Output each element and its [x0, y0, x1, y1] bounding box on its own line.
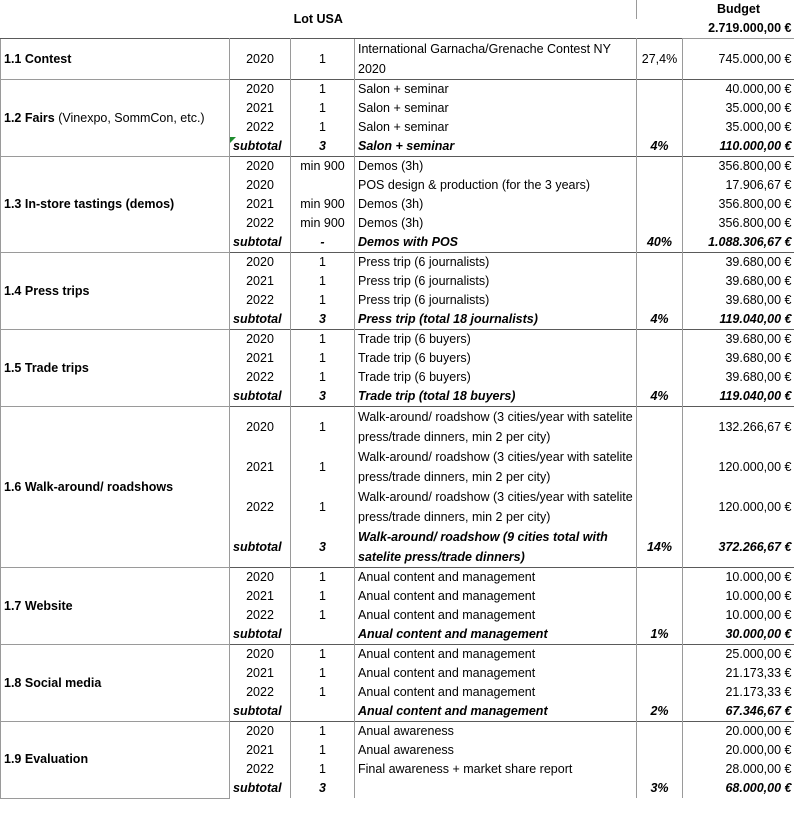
quantity-cell: 1	[291, 253, 355, 273]
quantity-cell: 1	[319, 762, 326, 776]
quantity-cell: 1	[319, 293, 326, 307]
description-cell: Trade trip (6 buyers)	[355, 330, 637, 350]
year-cell: 2020	[230, 157, 291, 177]
percent-cell	[637, 760, 683, 779]
subtotal-percent: 40%	[637, 233, 683, 253]
subtotal-percent: 3%	[637, 779, 683, 798]
year-cell: 2020	[230, 39, 291, 80]
description-cell: Salon + seminar	[355, 99, 637, 118]
quantity-cell: 1	[291, 407, 355, 448]
year-cell: 2020	[230, 645, 291, 665]
table-row	[1, 253, 794, 273]
table-row	[1, 407, 794, 448]
amount-cell: 356.800,00 €	[718, 216, 792, 230]
section-label	[1, 568, 230, 645]
subtotal-amount: 67.346,67 €	[725, 704, 792, 718]
description-cell: Trade trip (6 buyers)	[355, 368, 637, 387]
description-cell: Salon + seminar	[355, 118, 637, 137]
year-cell: 2020	[230, 722, 291, 742]
percent-cell	[637, 214, 683, 233]
subtotal-label: subtotal	[230, 625, 291, 645]
percent-cell	[637, 176, 683, 195]
subtotal-amount: 30.000,00 €	[725, 627, 792, 641]
description-cell: Demos (3h)	[355, 214, 637, 233]
percent-cell	[637, 99, 683, 118]
percent-cell	[637, 349, 683, 368]
amount-cell: 28.000,00 €	[725, 762, 792, 776]
quantity-cell: 1	[319, 274, 326, 288]
amount-cell: 10.000,00 €	[725, 589, 792, 603]
subtotal-percent: 4%	[637, 387, 683, 407]
percent-cell	[637, 587, 683, 606]
subtotal-description: Salon + seminar	[355, 137, 637, 157]
description-cell: Demos (3h)	[355, 157, 637, 177]
quantity-cell: 1	[319, 499, 326, 514]
section-name: Evaluation	[24, 752, 89, 767]
year-cell: 2021	[230, 741, 291, 760]
year-cell: 2022	[230, 760, 291, 779]
subtotal-description: Anual content and management	[355, 702, 637, 722]
subtotal-label: subtotal	[230, 527, 291, 568]
section-label	[1, 253, 230, 330]
subtotal-quantity	[291, 625, 355, 645]
percent-cell	[637, 195, 683, 214]
subtotal-description: Anual content and management	[355, 625, 637, 645]
percent-cell	[637, 447, 683, 487]
description-cell: Anual content and management	[355, 664, 637, 683]
subtotal-amount: 68.000,00 €	[725, 781, 792, 795]
description-cell: Press trip (6 journalists)	[355, 272, 637, 291]
year-cell: 2020	[230, 330, 291, 350]
subtotal-label: subtotal	[230, 702, 291, 722]
description-cell: Final awareness + market share report	[355, 760, 637, 779]
quantity-cell: 1	[291, 39, 355, 80]
percent-cell	[637, 487, 683, 527]
description-cell: Walk-around/ roadshow (3 cities/year with satelite press/trade dinners, min 2 per city)	[355, 407, 637, 448]
amount-cell: 39.680,00 €	[725, 351, 792, 365]
subtotal-quantity: 3	[319, 781, 326, 795]
subtotal-description: Demos with POS	[355, 233, 637, 253]
section-label	[1, 330, 230, 407]
amount-cell: 35.000,00 €	[725, 101, 792, 115]
section-id: 1.8	[4, 675, 22, 690]
table-row	[1, 157, 794, 177]
quantity-cell: 1	[291, 722, 355, 742]
amount-cell: 35.000,00 €	[725, 120, 792, 134]
percent-cell	[637, 368, 683, 387]
percent-cell	[637, 664, 683, 683]
amount-cell: 39.680,00 €	[725, 293, 792, 307]
quantity-cell: 1	[319, 589, 326, 603]
subtotal-label: subtotal	[230, 779, 291, 798]
quantity-cell	[291, 176, 355, 195]
amount-cell: 39.680,00 €	[725, 370, 792, 384]
amount-cell: 21.173,33 €	[725, 666, 792, 680]
subtotal-percent: 2%	[637, 702, 683, 722]
amount-cell: 39.680,00 €	[683, 253, 794, 273]
year-cell: 2021	[230, 272, 291, 291]
section-label	[1, 80, 230, 157]
quantity-cell: 1	[319, 370, 326, 384]
subtotal-percent: 1%	[637, 625, 683, 645]
subtotal-quantity: 3	[319, 539, 326, 554]
description-cell: Walk-around/ roadshow (3 cities/year with satelite press/trade dinners, min 2 per city)	[355, 447, 637, 487]
section-name: In-store tastings (demos)	[24, 197, 175, 211]
section-name: Walk-around/ roadshows	[24, 479, 174, 494]
subtotal-quantity: 3	[319, 139, 326, 153]
subtotal-label: subtotal	[230, 137, 291, 157]
amount-cell: 356.800,00 €	[718, 197, 792, 211]
section-id: 1.5	[4, 360, 22, 375]
percent-cell: 27,4%	[637, 39, 683, 80]
year-cell: 2021	[230, 664, 291, 683]
percent-cell	[637, 683, 683, 702]
subtotal-percent: 4%	[637, 310, 683, 330]
description-cell: POS design & production (for the 3 years)	[355, 176, 637, 195]
subtotal-amount: 119.040,00 €	[719, 389, 792, 403]
amount-cell: 745.000,00 €	[683, 39, 794, 80]
table-row	[1, 39, 794, 80]
amount-cell: 25.000,00 €	[683, 645, 794, 665]
subtotal-percent: 4%	[637, 137, 683, 157]
quantity-cell: 1	[319, 120, 326, 134]
section-id: 1.7	[4, 598, 22, 613]
description-cell: Press trip (6 journalists)	[355, 291, 637, 310]
section-label	[1, 407, 230, 568]
subtotal-amount: 110.000,00 €	[719, 139, 792, 153]
section-name: Trade trips	[24, 360, 89, 375]
subtotal-amount: 372.266,67 €	[718, 539, 792, 554]
subtotal-description: Trade trip (total 18 buyers)	[355, 387, 637, 407]
description-cell: Trade trip (6 buyers)	[355, 349, 637, 368]
subtotal-quantity: 3	[319, 312, 326, 326]
section-name: Social media	[24, 675, 102, 690]
year-cell: 2021	[230, 99, 291, 118]
section-id: 1.9	[4, 752, 22, 767]
section-id: 1.4	[4, 283, 22, 298]
amount-cell: 10.000,00 €	[683, 568, 794, 588]
subtotal-quantity	[291, 702, 355, 722]
percent-cell	[637, 291, 683, 310]
year-cell: 2021	[230, 195, 291, 214]
quantity-cell: 1	[291, 645, 355, 665]
year-cell: 2022	[230, 683, 291, 702]
description-cell: Anual content and management	[355, 568, 637, 588]
section-name: Press trips	[24, 283, 90, 298]
year-cell: 2022	[230, 214, 291, 233]
description-cell: Demos (3h)	[355, 195, 637, 214]
year-cell: 2020	[230, 568, 291, 588]
subtotal-amount: 1.088.306,67 €	[708, 235, 792, 249]
year-cell: 2022	[230, 118, 291, 137]
amount-cell: 20.000,00 €	[725, 743, 792, 757]
quantity-cell: 1	[319, 459, 326, 474]
amount-cell: 20.000,00 €	[683, 722, 794, 742]
percent-cell	[637, 568, 683, 588]
description-cell: Anual content and management	[355, 645, 637, 665]
amount-cell: 39.680,00 €	[725, 274, 792, 288]
description-cell: Walk-around/ roadshow (3 cities/year with satelite press/trade dinners, min 2 per city)	[355, 487, 637, 527]
subtotal-label: subtotal	[230, 233, 291, 253]
subtotal-description	[355, 779, 637, 798]
quantity-cell: min 900	[300, 197, 345, 211]
quantity-cell: 1	[319, 685, 326, 699]
quantity-cell: min 900	[300, 216, 345, 230]
year-cell: 2020	[230, 80, 291, 100]
amount-cell: 120.000,00 €	[718, 499, 792, 514]
quantity-cell: 1	[319, 101, 326, 115]
year-cell: 2021	[230, 447, 291, 487]
budget-total: 2.719.000,00 €	[683, 19, 794, 39]
year-cell: 2022	[230, 291, 291, 310]
section-id: 1.1	[4, 51, 22, 66]
amount-cell: 17.906,67 €	[725, 178, 792, 192]
subtotal-description: Walk-around/ roadshow (9 cities total with satelite press/trade dinners)	[355, 527, 637, 568]
percent-cell	[637, 645, 683, 665]
year-cell: 2021	[230, 587, 291, 606]
section-label	[1, 39, 230, 80]
percent-cell	[637, 741, 683, 760]
percent-cell	[637, 272, 683, 291]
description-cell: Anual content and management	[355, 683, 637, 702]
amount-cell: 10.000,00 €	[725, 608, 792, 622]
percent-cell	[637, 606, 683, 625]
percent-cell	[637, 330, 683, 350]
percent-cell	[637, 407, 683, 448]
quantity-cell: 1	[291, 80, 355, 100]
percent-cell	[637, 722, 683, 742]
description-cell: Press trip (6 journalists)	[355, 253, 637, 273]
quantity-cell: 1	[319, 608, 326, 622]
amount-cell: 120.000,00 €	[718, 459, 792, 474]
subtotal-description: Press trip (total 18 journalists)	[355, 310, 637, 330]
lot-title: Lot USA	[293, 12, 343, 26]
section-id: 1.2	[4, 110, 22, 125]
description-cell: Anual content and management	[355, 606, 637, 625]
year-cell: 2020	[230, 176, 291, 195]
year-cell: 2022	[230, 368, 291, 387]
section-name: Website	[24, 598, 73, 613]
section-name: Contest	[24, 51, 72, 66]
subtotal-label: subtotal	[230, 310, 291, 330]
subtotal-amount: 119.040,00 €	[719, 312, 792, 326]
quantity-cell: 1	[319, 743, 326, 757]
section-label	[1, 722, 230, 799]
table-row	[1, 568, 794, 588]
description-cell: Anual awareness	[355, 741, 637, 760]
amount-cell: 356.800,00 €	[683, 157, 794, 177]
amount-cell: 21.173,33 €	[725, 685, 792, 699]
description-cell: Anual awareness	[355, 722, 637, 742]
percent-cell	[637, 157, 683, 177]
table-row	[1, 330, 794, 350]
table-row	[1, 645, 794, 665]
section-label-extra: (Vinexpo, SommCon, etc.)	[54, 110, 205, 125]
quantity-cell: 1	[291, 568, 355, 588]
year-cell: 2022	[230, 606, 291, 625]
quantity-cell: 1	[291, 330, 355, 350]
table-row	[1, 722, 794, 742]
description-cell: Anual content and management	[355, 587, 637, 606]
description-cell: International Garnacha/Grenache Contest NY 2020	[355, 39, 637, 80]
quantity-cell: 1	[319, 351, 326, 365]
amount-cell: 40.000,00 €	[683, 80, 794, 100]
subtotal-quantity: -	[320, 235, 325, 249]
section-name: Fairs	[24, 110, 55, 125]
year-cell: 2020	[230, 407, 291, 448]
subtotal-percent: 14%	[637, 527, 683, 568]
year-cell: 2022	[230, 487, 291, 527]
year-cell: 2021	[230, 349, 291, 368]
amount-cell: 39.680,00 €	[683, 330, 794, 350]
amount-cell: 132.266,67 €	[683, 407, 794, 448]
percent-cell	[637, 253, 683, 273]
percent-cell	[637, 80, 683, 100]
percent-cell	[637, 118, 683, 137]
year-cell: 2020	[230, 253, 291, 273]
subtotal-quantity: 3	[319, 389, 326, 403]
description-cell: Salon + seminar	[355, 80, 637, 100]
section-label	[1, 157, 230, 253]
budget-label: Budget	[716, 2, 761, 16]
section-id: 1.6	[4, 479, 22, 494]
table-row	[1, 80, 794, 100]
quantity-cell: min 900	[291, 157, 355, 177]
section-id: 1.3	[4, 197, 22, 211]
quantity-cell: 1	[319, 666, 326, 680]
section-label	[1, 645, 230, 722]
subtotal-label: subtotal	[230, 387, 291, 407]
